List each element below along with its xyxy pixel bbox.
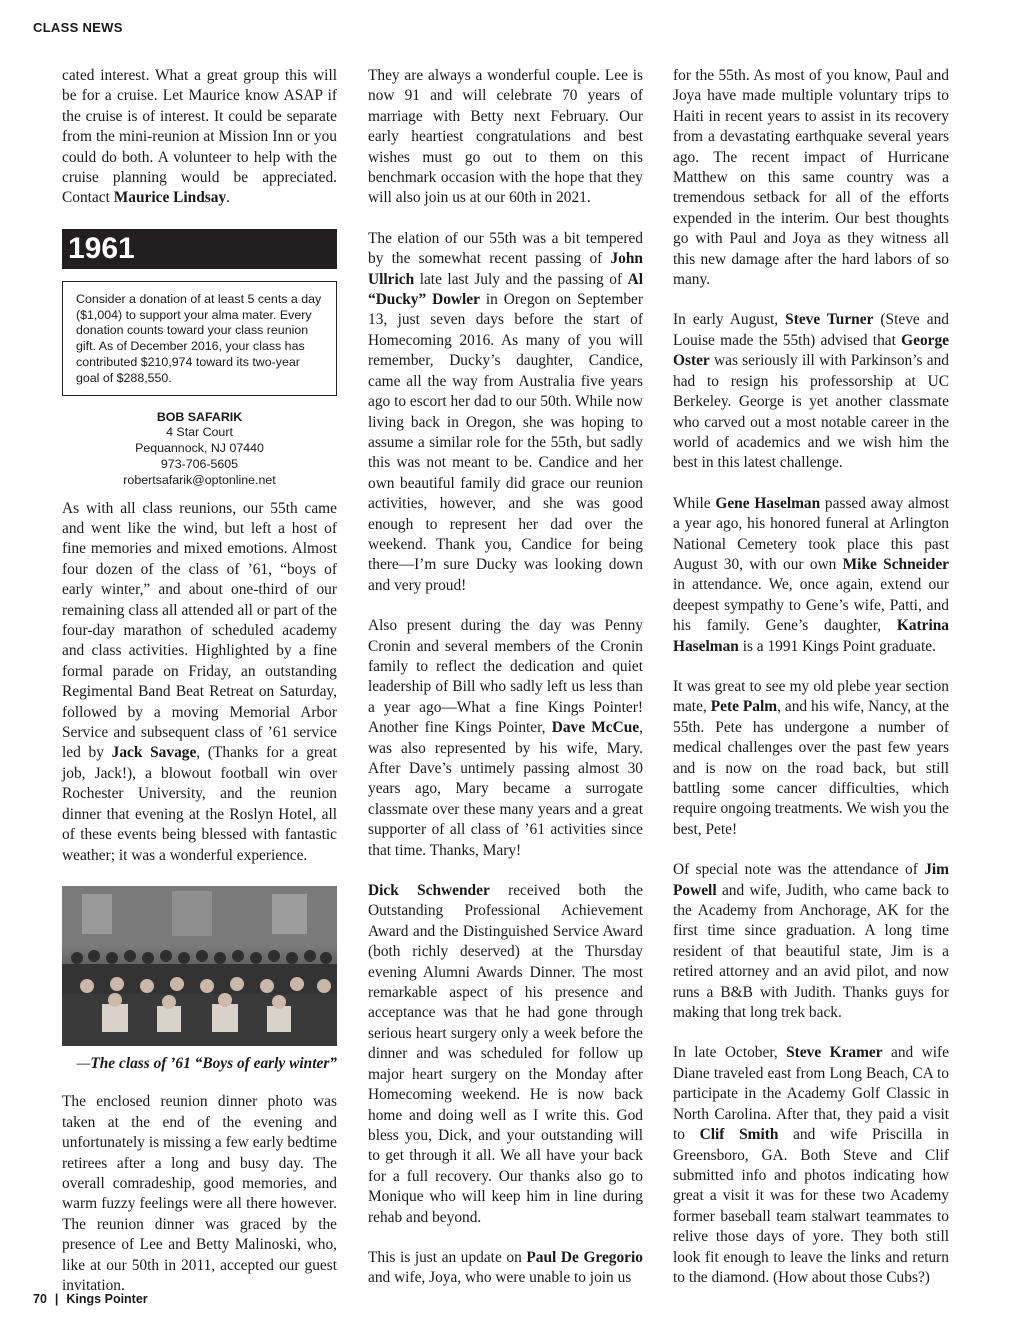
paragraph-degregorio (368, 1248, 643, 1289)
text-run: , and his wife, Nancy, at the 55th. Pete has undergone a number of medical challenges over the past few years and is now on the road back, but still battling some cancer difficulties, which require ongoing treatments. We wish you the best, Pete! (673, 698, 949, 838)
text-run: As with all class reunions, our 55th came and went like the wind, but left a host of fine memories and mixed emotions. Almost four dozen of the class of ’61, “boys of early winter,” and about one-third of our remaining class all attended all or part of the four-day marathon of scheduled academy and class activities. Highlighted by a fine formal parade on Friday, an outstanding Regimental Band Beat Retreat on Saturday, followed by a moving Memorial Arbor Service and subsequent class of ’61 service led by (62, 499, 337, 762)
name-katrina-haselman: Katrina Haselman (673, 617, 949, 655)
text-run: in Oregon on September 13, just seven days before the start of Homecoming 2016. As many of you will remember, Ducky’s daughter, Candice, came all the way from Australia five years ago to escort her dad to our 50th. While now living back in Oregon, she was hoping to assume a similar role for the 55th, but sadly this was not meant to be. Candice and her own beautiful family did grace our reunion activities, however, and she was good enough to represent her dad over the weekend. Thank you, Candice for being there—I’m sure Ducky was looking down and very proud! (368, 291, 643, 594)
paragraph-elation (368, 229, 643, 596)
column-middle (368, 66, 643, 1309)
text-run: , (Thanks for a great job, Jack!), a blowout football win over Rochester University, and the reunion dinner that evening at the Roslyn Hotel, all of these events being blessed with fantastic weather; it was a wonderful experience. (62, 744, 337, 864)
name-mike-schneider: Mike Schneider (842, 555, 949, 573)
column-left (62, 66, 337, 1316)
text-run: . (226, 189, 231, 207)
name-john-ullrich: John Ullrich (368, 250, 643, 288)
paragraph-palm (673, 677, 949, 840)
caption-dash: — (76, 1054, 91, 1072)
group-photo-illustration (62, 886, 337, 1046)
paragraph-schwender (368, 881, 643, 1228)
text-run: While (673, 494, 716, 512)
text-run: is a 1991 Kings Point graduate. (738, 637, 936, 655)
secretary-phone: 973-706-5605 (160, 457, 239, 472)
name-dave-mccue: Dave McCue (551, 719, 640, 737)
text-run: Also present during the day was Penny Cronin and several members of the Cronin family to reflect the dedication and quiet leadership of Bill who sadly left us less than a year ago—What a fine Kings Pointer! Another fine Kings Pointer, (368, 617, 643, 737)
paragraph-kramer (673, 1043, 949, 1288)
name-maurice-lindsay: Maurice Lindsay (113, 189, 227, 207)
text-run: , was also represented by his wife, Mary. After Dave’s untimely passing almost 30 years ago, Mary became a surrogate classmate over these many years and a great supporter of all class of ’61 activities since that time. Thanks, Mary! (368, 719, 643, 859)
caption-text: The class of ’61 “Boys of early winter” (90, 1054, 337, 1072)
text-run: passed away almost a year ago, his honored funeral at Arlington National Cemetery took place this past August 30, with our own (673, 494, 949, 573)
class-secretary-contact (62, 410, 337, 489)
donation-box: Consider a donation of at least 5 cents a day ($1,004) to support your alma mater. Every donation counts toward your class reunion gift. As of December 2016, your class has contributed $210,974 toward its two-year goal of $288,550. (62, 281, 337, 396)
paragraph-reunion (62, 499, 337, 866)
text-run: cated interest. What a great group this will be for a cruise. Let Maurice know ASAP if the cruise is of interest. It could be separate from the mini-reunion at Mission Inn or you could do both. A volunteer to help with the cruise planning would be appreciated. Contact (62, 67, 337, 207)
paragraph-powell (673, 860, 949, 1023)
paragraph-dinner-photo: The enclosed reunion dinner photo was taken at the end of the evening and unfortunately is missing a few early bedtime retirees after a long and busy day. The overall comradeship, good memories, and warm fuzzy feelings were all there however. The reunion dinner was graced by the presence of Lee and Betty Malinoski, who, like at our 50th in 2011, accepted our guest invitation. (62, 1093, 337, 1294)
section-header: CLASS NEWS (33, 20, 123, 35)
name-paul-de-gregorio: Paul De Gregorio (526, 1248, 643, 1266)
text-run: late last July and the passing of (414, 270, 628, 288)
photo-caption (62, 1054, 337, 1074)
page-number: 70 (33, 1292, 47, 1306)
name-pete-palm: Pete Palm (710, 698, 778, 716)
name-jack-savage: Jack Savage (111, 744, 197, 762)
name-al-dowler: Al “Ducky” Dowler (368, 270, 643, 309)
paragraph-couple: They are always a wonderful couple. Lee is now 91 and will celebrate 70 years of marriage with Betty next February. Our early heartiest congratulations and best wishes must go out to them on this benchmark occasion with the hope that they will also join us at our 60th in 2021. (368, 67, 643, 207)
paragraph-haselman (673, 494, 949, 657)
name-clif-smith: Clif Smith (699, 1126, 779, 1144)
text-run: In late October, (673, 1044, 787, 1062)
name-george-oster: George Oster (673, 331, 949, 370)
text-run: Of special note was the attendance of (673, 861, 925, 879)
text-run: It was great to see my old plebe year section mate, (673, 677, 949, 716)
secretary-street: 4 Star Court (166, 425, 233, 440)
text-run: was seriously ill with Parkinson’s and had to resign his professorship at UC Berkeley. George is yet another classmate who carved out a most notable career in the world of academics and we wish him the best in this latest challenge. (673, 352, 949, 472)
text-run: in attendance. We, once again, extend our deepest sympathy to Gene’s wife, Patti, and his family. Gene’s daughter, (673, 576, 949, 635)
footer-separator: | (54, 1292, 59, 1306)
secretary-email: robertsafarik@optonline.net (123, 472, 276, 487)
page-footer (33, 1292, 148, 1306)
publication-name: Kings Pointer (66, 1292, 148, 1306)
secretary-name: BOB SAFARIK (156, 409, 243, 424)
paragraph-cronin (368, 616, 643, 861)
text-run: and wife Diane traveled east from Long Beach, CA to participate in the Academy Golf Classic in North Carolina. After that, they paid a visit to (673, 1044, 949, 1144)
column-right (673, 66, 949, 1308)
paragraph-haiti: for the 55th. As most of you know, Paul and Joya have made multiple voluntary trips to Haiti in recent years to assist in its recovery from a devastating earthquake several years ago. The recent impact of Hurricane Matthew on this same country was a tremendous setback for all of the efforts expended in the interim. Our best thoughts go with Paul and Joya as they witness all this new damage after the hard labors of so many. (673, 67, 949, 289)
text-run: The elation of our 55th was a bit tempered by the somewhat recent passing of (368, 229, 643, 268)
name-gene-haselman: Gene Haselman (715, 494, 821, 512)
secretary-city: Pequannock, NJ 07440 (135, 441, 264, 456)
text-run: In early August, (673, 311, 786, 329)
text-run: and wife, Joya, who were unable to join us (368, 1269, 632, 1287)
class-year-banner: 1961 (62, 229, 337, 269)
text-run: and wife, Judith, who came back to the Academy from Anchorage, AK for the first time since graduation. A long time resident of that beautiful state, Jim is a retired attorney and an avid pilot, and now runs a B&B with Judith. Thanks guys for making that long trek back. (673, 881, 949, 1022)
paragraph-cruise (62, 66, 337, 209)
name-steve-kramer: Steve Kramer (786, 1044, 883, 1062)
name-dick-schwender: Dick Schwender (368, 882, 490, 900)
name-steve-turner: Steve Turner (785, 311, 874, 329)
text-run: received both the Outstanding Professional Achievement Award and the Distinguished Service Award (both richly deserved) at the Thursday evening Alumni Awards Dinner. The most remarkable aspect of his presence and acceptance was that he had gone through serious heart surgery only a week before the dinner and was scheduled for follow up major heart surgery on the Monday after Homecoming weekend. He is now back home and doing well as I write this. God bless you, Dick, and your outstanding will to get through it all. We all have your back for a full recovery. Our thanks also go to Monique who will keep him in line during rehab and beyond. (368, 882, 643, 1226)
text-run: (Steve and Louise made the 55th) advised that (673, 311, 950, 349)
text-run: This is just an update on (368, 1248, 527, 1266)
reunion-group-photo (62, 886, 337, 1046)
paragraph-oster (673, 310, 949, 473)
text-run: and wife Priscilla in Greensboro, GA. Both Steve and Clif submitted info and photos indicating how great a visit it was for these two Academy former baseball team stalwart teammates to relive those days of yore. They both still look fit enough to leave the links and return to the diamond. (How about those Cubs?) (673, 1126, 950, 1286)
name-jim-powell: Jim Powell (673, 861, 949, 899)
